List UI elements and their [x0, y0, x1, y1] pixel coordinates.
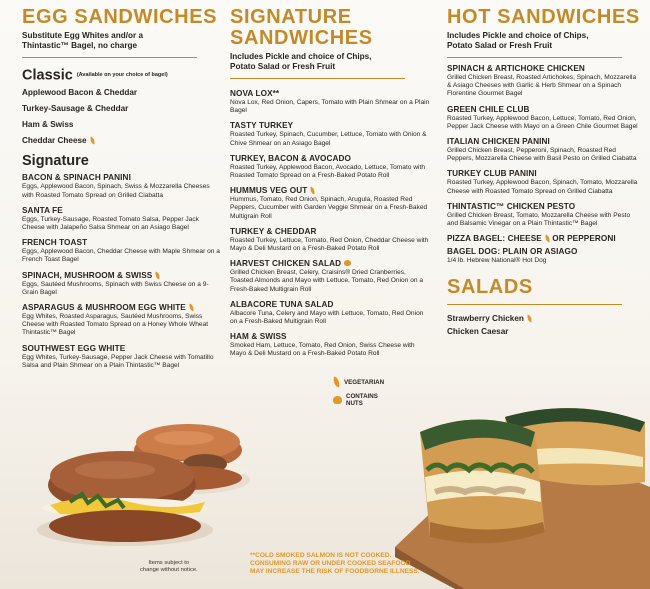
- legend-nuts: [330, 393, 384, 407]
- item-name: Chicken Caesar: [447, 327, 509, 337]
- item-description: Roasted Turkey, Applewood Bacon, Spinach, Tomato, Mozzarella Cheese with Roasted Tomato Spread on Grilled Ciabatta: [447, 179, 638, 195]
- item-name: GREEN CHILE CLUB: [447, 104, 530, 114]
- item-description: Roasted Turkey, Applewood Bacon, Avocado, Lettuce, Tomato with Roasted Tomato Spread on a Fresh-Baked Potato Roll: [230, 163, 426, 180]
- item-description: Egg Whites, Turkey-Sausage, Pepper Jack Cheese with Tomatillo Salsa and Plain Shmear on a Plain Thintastic™ Bagel: [22, 353, 214, 369]
- item-name-text: ASPARAGUS & MUSHROOM EGG WHITE: [22, 302, 186, 312]
- list-item: [22, 344, 222, 370]
- item-name: SPINACH & ARTICHOKE CHICKEN: [447, 64, 585, 73]
- item-name: [22, 271, 222, 281]
- legend-vegetarian: [330, 377, 384, 387]
- item-name: TASTY TURKEY: [230, 121, 294, 131]
- item-description: Smoked Ham, Lettuce, Tomato, Red Onion, Swiss Cheese with Mayo & Deli Mustard on a Fresh-Baked Potato Roll: [230, 342, 415, 358]
- list-item: [22, 173, 222, 199]
- list-item: [230, 227, 430, 253]
- item-name-text: HUMMUS VEG OUT: [230, 186, 308, 196]
- item-description: Grilled Chicken Breast, Roasted Artichokes, Spinach, Mozzarella & Asiago Cheeses with Garlic & Herb Shmear on a Spinach Florentine Gourmet Bagel: [447, 74, 637, 98]
- note-line: Items subject to: [148, 560, 190, 566]
- signature-sandwich-list: [230, 89, 430, 359]
- item-description: 1/4 lb. Hebrew National® Hot Dog: [447, 257, 547, 265]
- item-description: Roasted Turkey, Lettuce, Tomato, Red Onion, Cheddar Cheese with Mayo & Deli Mustard on a Fresh-Baked Potato Roll: [230, 236, 429, 253]
- item-description: Egg Whites, Roasted Asparagus, Sautéed Mushrooms, Swiss Cheese with Roasted Tomato Spread on a Honey Whole Wheat Thintastic™ Bagel: [22, 312, 209, 337]
- title-line: SIGNATURE: [230, 6, 352, 28]
- list-item: [22, 104, 222, 114]
- classic-note: (Available on your choice of bagel): [76, 72, 168, 78]
- classic-title: [22, 67, 222, 84]
- item-description: Grilled Chicken Breast, Pepperoni, Spinach, Roasted Red Peppers, Mozzarella Cheese with Basil Pesto on Grilled Ciabatta: [447, 147, 637, 163]
- item-name-text: HARVEST CHICKEN SALAD: [230, 259, 342, 269]
- list-item: [230, 186, 430, 221]
- list-item: [230, 154, 430, 180]
- item-name: TURKEY & CHEDDAR: [230, 226, 317, 236]
- note-line: change without notice.: [140, 567, 198, 573]
- item-name: THINTASTIC™ CHICKEN PESTO: [447, 201, 576, 211]
- list-item: [22, 136, 222, 146]
- salad-list: [447, 314, 642, 337]
- title-line: SANDWICHES: [230, 27, 373, 49]
- warning-line: CONSUMING RAW OR UNDER COOKED SEAFOOD: [250, 560, 411, 567]
- hot-sandwiches-title: HOT SANDWICHES: [447, 6, 640, 28]
- item-name: TURKEY, BACON & AVOCADO: [230, 153, 352, 163]
- list-item: [22, 206, 222, 232]
- item-name: Ham & Swiss: [22, 120, 74, 130]
- leaf-icon: [89, 137, 95, 145]
- leaf-icon: [526, 315, 532, 323]
- item-name: FRENCH TOAST: [22, 238, 88, 248]
- list-item: [447, 137, 642, 163]
- item-description: Grilled Chicken Breast, Tomato, Mozzarella Cheese with Pesto and Balsamic Vinegar on a Plain Thintastic™ Bagel: [447, 211, 631, 228]
- list-item: [22, 120, 222, 130]
- egg-sandwiches-column: [22, 0, 222, 370]
- list-item: [230, 121, 430, 147]
- list-item: [22, 88, 222, 98]
- item-name: Applewood Bacon & Cheddar: [22, 88, 138, 98]
- item-description: Hummus, Tomato, Red Onion, Spinach, Arugula, Roasted Red Peppers, Cucumber with Garden Veggie Shmear on a Fresh-Baked Multigrain Roll: [230, 196, 428, 220]
- item-name: Turkey-Sausage & Cheddar: [22, 104, 129, 114]
- item-name: [230, 259, 430, 269]
- items-subject-note: [140, 560, 198, 574]
- item-description: Grilled Chicken Breast, Celery, Craisins® Dried Cranberries, Toasted Almonds and Mayo with Lettuce, Tomato, Red Onion on a Fresh-Baked Multigrain Roll: [230, 269, 424, 293]
- list-item: [447, 202, 642, 228]
- egg-sandwiches-subtitle: Substitute Egg Whites and/or a Thintastic™ Bagel, no charge: [22, 31, 143, 50]
- item-name: ALBACORE TUNA SALAD: [230, 299, 334, 309]
- item-name: [22, 303, 222, 313]
- item-name: NOVA LOX**: [230, 89, 280, 98]
- list-item: [447, 169, 642, 195]
- leaf-icon: [188, 304, 194, 312]
- item-name: TURKEY CLUB PANINI: [447, 169, 537, 179]
- list-item: [447, 105, 642, 131]
- warning-line: **COLD SMOKED SALMON IS NOT COOKED.: [250, 552, 392, 559]
- item-name-suffix: OR PEPPERONI: [549, 234, 616, 244]
- list-item: [22, 271, 222, 297]
- list-item: [447, 64, 642, 99]
- list-item: [230, 300, 430, 326]
- legend-label: VEGETARIAN: [344, 378, 385, 386]
- item-description: Eggs, Applewood Bacon, Spinach, Swiss & Mozzarella Cheeses with Roasted Tomato Spread on Grilled Ciabatta: [22, 183, 210, 199]
- egg-sandwich-photo: [30, 380, 255, 555]
- divider: [447, 304, 622, 305]
- item-description: Eggs, Turkey-Sausage, Roasted Tomato Salsa, Pepper Jack Cheese with Jalapeño Salsa Shmear on an Asiago Bagel: [22, 215, 199, 231]
- nut-icon: [333, 396, 342, 404]
- list-item: [447, 327, 642, 337]
- leaf-icon: [332, 376, 341, 387]
- list-item: [447, 234, 642, 244]
- divider: [447, 57, 622, 58]
- hot-sandwiches-subtitle: Includes Pickle and choice of Chips, Potato Salad or Fresh Fruit: [447, 31, 589, 50]
- item-name-text: PIZZA BAGEL: CHEESE: [447, 234, 542, 244]
- warning-line: MAY INCREASE THE RISK OF FOODBORNE ILLNESS.: [250, 568, 420, 575]
- legend-label-line: NUTS: [346, 400, 363, 407]
- item-description: Albacore Tuna, Celery and Mayo with Lettuce, Tomato, Red Onion on a Fresh-Baked Multigrain Roll: [230, 309, 424, 326]
- item-name: BAGEL DOG: PLAIN OR ASIAGO: [447, 247, 578, 257]
- item-name: HAM & SWISS: [230, 332, 287, 342]
- seafood-warning: [250, 552, 420, 576]
- hot-sandwiches-column: [447, 0, 642, 337]
- item-name: ITALIAN CHICKEN PANINI: [447, 137, 550, 147]
- item-description: Nova Lox, Red Onion, Capers, Tomato with Plain Shmear on a Plain Bagel: [230, 99, 430, 115]
- item-name: Strawberry Chicken: [447, 314, 524, 324]
- panini-photo: [395, 372, 650, 589]
- nut-icon: [344, 260, 351, 266]
- item-name-text: SPINACH, MUSHROOM & SWISS: [22, 270, 153, 280]
- divider: [22, 57, 197, 58]
- hot-sandwich-list: [447, 64, 642, 265]
- legend-label-line: CONTAINS: [346, 393, 378, 400]
- list-item: [447, 314, 642, 324]
- list-item: [230, 89, 430, 115]
- legend: [330, 377, 384, 413]
- item-name: [447, 234, 642, 244]
- list-item: [230, 332, 430, 358]
- item-name: Cheddar Cheese: [22, 136, 87, 146]
- classic-list: [22, 88, 222, 146]
- signature-sandwiches-subtitle: Includes Pickle and choice of Chips, Potato Salad or Fresh Fruit: [230, 52, 372, 71]
- item-name: SANTA FE: [22, 205, 63, 215]
- list-item: [447, 247, 642, 265]
- item-description: Eggs, Applewood Bacon, Cheddar Cheese with Maple Shmear on a French Toast Bagel: [22, 248, 220, 264]
- signature-sandwiches-title: [230, 7, 430, 49]
- classic-title-text: Classic: [22, 67, 73, 84]
- signature-egg-list: [22, 173, 222, 370]
- signature-title: Signature: [22, 153, 89, 170]
- signature-sandwiches-column: [230, 0, 430, 359]
- leaf-icon: [310, 187, 316, 195]
- item-description: Roasted Turkey, Spinach, Cucumber, Lettuce, Tomato with Onion & Chive Shmear on an Asiago Bagel: [230, 131, 427, 147]
- divider: [230, 78, 405, 79]
- item-description: Roasted Turkey, Applewood Bacon, Lettuce, Tomato, Red Onion, Pepper Jack Cheese with Mayo on a Green Chile Gourmet Bagel: [447, 114, 638, 130]
- item-name: [230, 186, 430, 196]
- salads-title: SALADS: [447, 276, 533, 299]
- item-name: BACON & SPINACH PANINI: [22, 173, 131, 183]
- item-description: Eggs, Sautéed Mushrooms, Spinach with Swiss Cheese on a 9-Grain Bagel: [22, 280, 209, 296]
- item-name: SOUTHWEST EGG WHITE: [22, 343, 126, 353]
- list-item: [22, 238, 222, 264]
- list-item: [230, 259, 430, 294]
- leaf-icon: [155, 271, 161, 279]
- egg-sandwiches-title: EGG SANDWICHES: [22, 6, 218, 28]
- legend-label: [346, 393, 378, 407]
- list-item: [22, 303, 222, 338]
